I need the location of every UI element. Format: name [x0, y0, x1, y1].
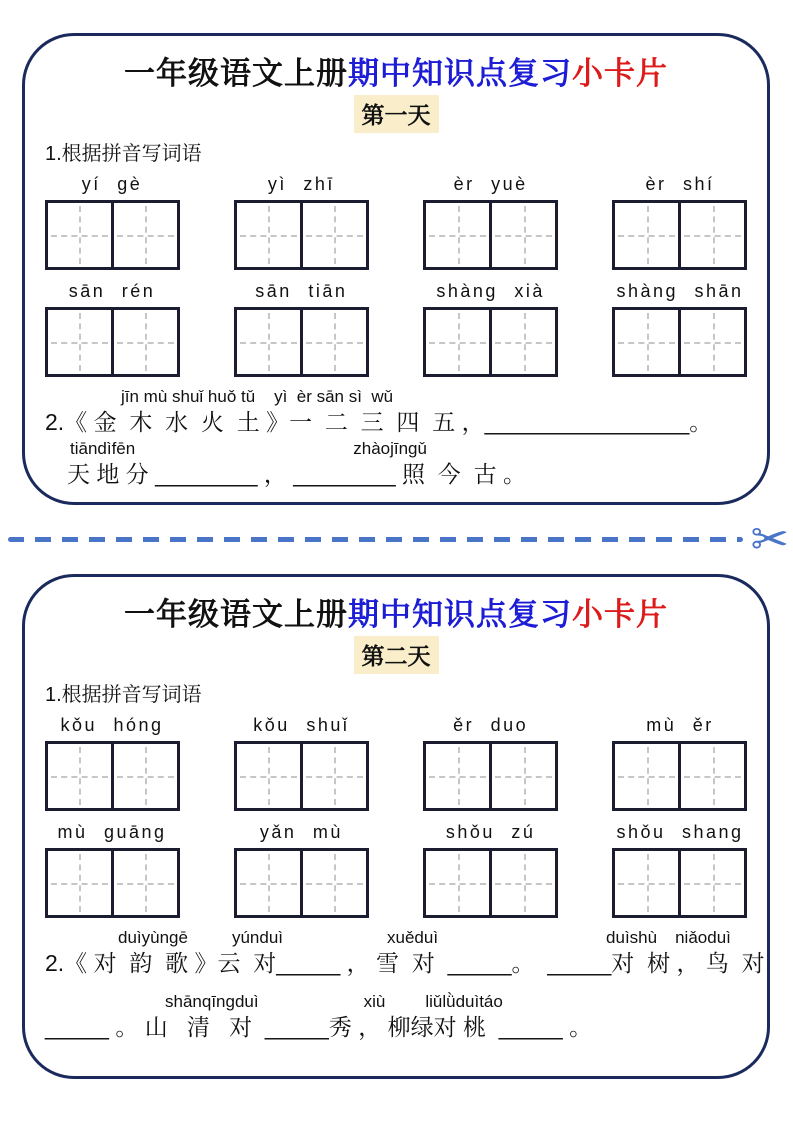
grid-cell	[615, 203, 678, 267]
word-row	[45, 713, 747, 811]
sentence-line: 天 地 分 ________ ， ________ 照 今 古 。	[67, 461, 526, 487]
word-column	[424, 279, 558, 377]
grid-cell	[237, 203, 300, 267]
grid-cell	[426, 851, 489, 915]
word-row	[45, 279, 747, 377]
pinyin-segment: xiù	[363, 992, 386, 1011]
grid-cell	[426, 310, 489, 374]
word-column	[234, 172, 368, 270]
section2	[45, 927, 765, 1043]
writing-grid	[234, 200, 369, 270]
word-row	[45, 820, 747, 918]
pinyin-line	[45, 991, 747, 1012]
word-row	[45, 172, 747, 270]
pinyin-label: shǒu zú	[445, 822, 536, 842]
pinyin-label: èr shí	[645, 174, 715, 194]
grid-cell	[678, 851, 744, 915]
grid-cell	[300, 851, 366, 915]
card-title	[45, 48, 747, 93]
pinyin-label: èr yuè	[453, 174, 528, 194]
writing-grid	[45, 200, 180, 270]
pinyin-segment: jīn mù shuǐ huǒ tǔ yì èr sān sì wǔ	[121, 387, 394, 406]
grid-cell	[300, 310, 366, 374]
pinyin-label: shàng shān	[616, 281, 744, 301]
writing-grid	[45, 307, 180, 377]
sentence-line: _____ 。 山 清 对 _____秀 ， 柳绿对 桃 _____ 。	[45, 1014, 593, 1040]
scissors-icon: ✂	[750, 513, 789, 565]
word-column	[234, 820, 368, 918]
word-column	[613, 820, 747, 918]
grid-cell	[48, 203, 111, 267]
card-title-grade: 一年级语文上册	[124, 56, 348, 91]
pinyin-line	[45, 927, 747, 948]
day-row	[45, 636, 747, 674]
grid-cell	[48, 310, 111, 374]
writing-grid	[423, 307, 558, 377]
card-title-type: 小卡片	[572, 597, 668, 632]
pinyin-line	[45, 386, 747, 407]
pinyin-label: sān tiān	[255, 281, 348, 301]
grid-cell	[678, 310, 744, 374]
grid-cell	[489, 851, 555, 915]
writing-grid	[423, 741, 558, 811]
writing-grid	[234, 307, 369, 377]
pinyin-label: mù ěr	[646, 715, 714, 735]
review-card-day2	[22, 574, 770, 1079]
grid-cell	[615, 851, 678, 915]
writing-grid	[423, 848, 558, 918]
pinyin-segment: zhàojīngǔ	[353, 439, 427, 458]
dashed-cut-line	[8, 537, 743, 542]
grid-cell	[111, 744, 177, 808]
grid-cell	[237, 310, 300, 374]
writing-grid	[423, 200, 558, 270]
pinyin-label: shàng xià	[436, 281, 545, 301]
writing-grid	[234, 848, 369, 918]
word-column	[424, 172, 558, 270]
pinyin-label: yì zhī	[267, 174, 335, 194]
pinyin-segment: duìshù	[606, 928, 658, 947]
word-column	[613, 279, 747, 377]
pinyin-segment: xuěduì	[387, 928, 439, 947]
pinyin-label: kǒu hóng	[60, 715, 164, 735]
pinyin-segment: tiāndìfēn	[70, 439, 136, 458]
sentence-line: 2.《 金 木 水 火 土 》一 二 三 四 五 ，________________。	[45, 409, 713, 435]
grid-cell	[237, 851, 300, 915]
grid-cell	[111, 203, 177, 267]
pinyin-label: mù guāng	[57, 822, 167, 842]
writing-grid	[612, 848, 747, 918]
word-column	[234, 713, 368, 811]
word-column	[45, 279, 179, 377]
pinyin-line	[45, 438, 747, 459]
grid-cell	[111, 310, 177, 374]
writing-grid	[45, 848, 180, 918]
word-column	[45, 820, 179, 918]
writing-grid	[45, 741, 180, 811]
grid-cell	[300, 203, 366, 267]
section1-heading: 1.根据拼音写词语	[45, 684, 202, 706]
grid-cell	[678, 744, 744, 808]
word-column	[424, 713, 558, 811]
card-title-topic: 期中知识点复习	[348, 597, 572, 632]
pinyin-label: yí gè	[81, 174, 143, 194]
grid-cell	[48, 744, 111, 808]
grid-cell	[426, 744, 489, 808]
day-row	[45, 95, 747, 133]
grid-cell	[237, 744, 300, 808]
pinyin-label: sān rén	[68, 281, 156, 301]
word-column	[424, 820, 558, 918]
grid-cell	[426, 203, 489, 267]
pinyin-label: ěr duo	[453, 715, 529, 735]
section1-heading: 1.根据拼音写词语	[45, 143, 202, 165]
day-badge: 第二天	[354, 636, 439, 674]
pinyin-segment: liǔlǜduìtáo	[425, 992, 503, 1011]
grid-cell	[489, 310, 555, 374]
grid-cell	[678, 203, 744, 267]
word-column	[45, 172, 179, 270]
pinyin-segment: duìyùngē	[118, 928, 188, 947]
card-title	[45, 589, 747, 634]
pinyin-segment: yúnduì	[231, 928, 283, 947]
day-badge: 第一天	[354, 95, 439, 133]
grid-cell	[489, 203, 555, 267]
section2	[45, 386, 747, 490]
grid-cell	[300, 744, 366, 808]
writing-grid	[612, 200, 747, 270]
cut-line	[0, 506, 793, 573]
word-column	[613, 713, 747, 811]
word-column	[613, 172, 747, 270]
word-column	[45, 713, 179, 811]
card-title-type: 小卡片	[572, 56, 668, 91]
review-card-day1	[22, 33, 770, 505]
writing-grid	[612, 741, 747, 811]
grid-cell	[48, 851, 111, 915]
grid-cell	[615, 310, 678, 374]
word-column	[234, 279, 368, 377]
writing-grid	[234, 741, 369, 811]
pinyin-segment: niǎoduì	[675, 928, 731, 947]
card-title-topic: 期中知识点复习	[348, 56, 572, 91]
sentence-line: 2.《 对 韵 歌 》云 对_____ ， 雪 对 _____。 _____对 树 ， 鸟 对	[45, 950, 765, 976]
pinyin-segment: shānqīngduì	[165, 992, 259, 1011]
grid-cell	[111, 851, 177, 915]
card-title-grade: 一年级语文上册	[124, 597, 348, 632]
pinyin-label: kǒu shuǐ	[253, 715, 350, 735]
pinyin-label: yǎn mù	[259, 822, 343, 842]
grid-cell	[489, 744, 555, 808]
pinyin-label: shǒu shang	[616, 822, 744, 842]
grid-cell	[615, 744, 678, 808]
writing-grid	[612, 307, 747, 377]
